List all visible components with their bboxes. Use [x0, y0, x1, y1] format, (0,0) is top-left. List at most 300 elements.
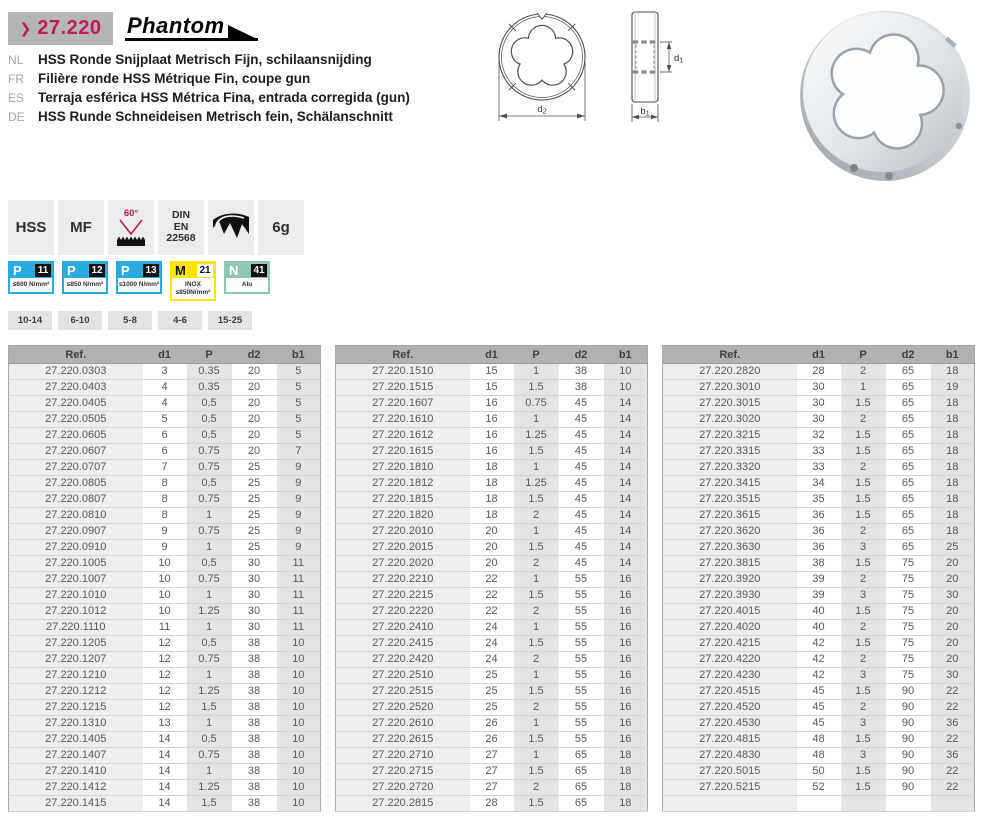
material-letter: P [67, 263, 76, 278]
table-row [9, 444, 321, 460]
spec-cell: 12 [143, 684, 187, 700]
table-row [336, 716, 648, 732]
spec-cell: 14 [143, 780, 187, 796]
table-row [663, 620, 975, 636]
ref-cell: 27.220.1310 [9, 716, 143, 732]
spec-cell: 65 [886, 412, 931, 428]
spec-cell: 14 [604, 508, 648, 524]
ref-cell: 27.220.0807 [9, 492, 143, 508]
spec-cell: 8 [143, 508, 187, 524]
spec-cell: 25 [470, 700, 514, 716]
spec-cell: 14 [143, 796, 187, 812]
spec-cell: 65 [886, 428, 931, 444]
table-row [9, 764, 321, 780]
spec-cell: 8 [143, 476, 187, 492]
table-row [336, 556, 648, 572]
table-row [9, 796, 321, 812]
spec-cell: 22 [931, 764, 975, 780]
material-number: 11 [35, 264, 51, 277]
table-row [663, 604, 975, 620]
spec-cell: 34 [797, 476, 841, 492]
spec-cell: 18 [470, 508, 514, 524]
badge-m21 [170, 261, 216, 301]
spec-cell: 14 [604, 540, 648, 556]
ref-cell: 27.220.3315 [663, 444, 797, 460]
spec-cell: 1 [514, 460, 559, 476]
spec-cell: 42 [797, 668, 841, 684]
table-row [336, 508, 648, 524]
ref-cell: 27.220.0810 [9, 508, 143, 524]
spec-cell: 0.35 [187, 380, 232, 396]
ref-cell: 27.220.4020 [663, 620, 797, 636]
spec-cell: 1.25 [187, 684, 232, 700]
spec-cell: 1 [187, 620, 232, 636]
spec-cell: 5 [277, 396, 321, 412]
spec-cell: 20 [931, 652, 975, 668]
table-row [9, 508, 321, 524]
spec-cell: 10 [277, 748, 321, 764]
spec-cell: 20 [232, 396, 277, 412]
spec-cell: 15 [470, 364, 514, 380]
spec-cell: 18 [931, 444, 975, 460]
spec-cell: 33 [797, 444, 841, 460]
spec-cell: 1 [514, 364, 559, 380]
spec-cell: 5 [277, 428, 321, 444]
ref-cell: 27.220.1205 [9, 636, 143, 652]
table-row [663, 748, 975, 764]
dimension-table-2 [335, 345, 648, 812]
section-code-badge [8, 12, 113, 45]
table-row [663, 764, 975, 780]
ref-cell: 27.220.1815 [336, 492, 470, 508]
spec-cell: 7 [277, 444, 321, 460]
spec-cell: 20 [470, 540, 514, 556]
spec-cell: 36 [797, 524, 841, 540]
spec-cell: 3 [841, 716, 886, 732]
range-badge-n41: 15-25 [208, 311, 252, 330]
ref-cell: 27.220.2710 [336, 748, 470, 764]
spec-cell: 18 [470, 492, 514, 508]
language-code: ES [8, 91, 25, 105]
spec-cell: 2 [514, 652, 559, 668]
ref-cell: 27.220.1810 [336, 460, 470, 476]
ref-cell: 27.220.3920 [663, 572, 797, 588]
spec-cell: 25 [232, 492, 277, 508]
spec-cell: 12 [143, 700, 187, 716]
table-header-row [9, 346, 321, 364]
spec-cell: 75 [886, 556, 931, 572]
table-row [336, 652, 648, 668]
table-row [9, 572, 321, 588]
spec-cell: 24 [470, 620, 514, 636]
spec-cell: 1 [187, 540, 232, 556]
ref-cell: 27.220.2720 [336, 780, 470, 796]
material-letter: P [13, 263, 22, 278]
table-row [663, 476, 975, 492]
spec-cell: 1.5 [841, 396, 886, 412]
brand-arrow-icon [228, 25, 255, 38]
spec-cell: 14 [604, 396, 648, 412]
table-row [663, 588, 975, 604]
ref-cell: 27.220.3615 [663, 508, 797, 524]
spec-cell: 0.5 [187, 412, 232, 428]
table-row [663, 524, 975, 540]
spec-cell: 45 [559, 460, 604, 476]
spec-cell: 0.75 [187, 444, 232, 460]
spec-cell: 36 [797, 508, 841, 524]
spec-cell: 1.5 [841, 732, 886, 748]
table-row [663, 684, 975, 700]
screw-dimple [885, 172, 893, 180]
ref-cell: 27.220.1207 [9, 652, 143, 668]
spec-cell: 45 [559, 556, 604, 572]
product-title-nl [8, 52, 410, 71]
spec-cell: 1.5 [187, 796, 232, 812]
spec-cell: 11 [277, 604, 321, 620]
spec-cell: 16 [470, 428, 514, 444]
spec-cell: 18 [931, 524, 975, 540]
language-code: NL [8, 53, 24, 67]
spec-cell: 2 [841, 524, 886, 540]
table-row [663, 396, 975, 412]
spec-cell: 25 [232, 524, 277, 540]
ref-cell: 27.220.3815 [663, 556, 797, 572]
spec-cell: 75 [886, 636, 931, 652]
spec-cell: 20 [931, 636, 975, 652]
spec-cell: 22 [470, 604, 514, 620]
table-row [336, 412, 648, 428]
spec-cell: 30 [797, 396, 841, 412]
spec-cell: 11 [277, 572, 321, 588]
ref-cell: 27.220.0707 [9, 460, 143, 476]
spec-cell: 20 [232, 444, 277, 460]
spec-cell: 55 [559, 684, 604, 700]
spec-cell: 20 [470, 524, 514, 540]
table-row [9, 428, 321, 444]
material-number: 21 [197, 264, 213, 277]
spec-cell: 18 [931, 460, 975, 476]
ref-cell: 27.220.1005 [9, 556, 143, 572]
table-row [663, 540, 975, 556]
table-row [663, 668, 975, 684]
phantom-logo [125, 14, 258, 41]
spec-cell: 0.75 [187, 748, 232, 764]
spec-cell: 1.5 [841, 636, 886, 652]
spec-cell: 38 [232, 780, 277, 796]
material-sub-label: ≤1000 N/mm² [118, 278, 160, 292]
ref-cell: 27.220.2020 [336, 556, 470, 572]
angle-value: 60° [123, 207, 139, 219]
spec-cell: 55 [559, 700, 604, 716]
spec-cell: 16 [604, 604, 648, 620]
column-header: b1 [604, 346, 648, 364]
badge-n41 [224, 261, 270, 294]
ref-cell: 27.220.3930 [663, 588, 797, 604]
spec-cell: 65 [886, 476, 931, 492]
ref-cell: 27.220.2820 [663, 364, 797, 380]
spec-cell: 25 [470, 668, 514, 684]
material-number: 41 [251, 264, 267, 277]
product-title-de [8, 109, 410, 128]
table-row [9, 780, 321, 796]
spec-cell: 4 [143, 396, 187, 412]
table-row [336, 668, 648, 684]
spec-cell: 1 [514, 620, 559, 636]
spec-cell: 9 [277, 524, 321, 540]
spec-cell: 48 [797, 732, 841, 748]
spec-cell: 1 [514, 572, 559, 588]
spec-cell: 38 [232, 684, 277, 700]
ref-cell: 27.220.1407 [9, 748, 143, 764]
spec-cell: 2 [841, 620, 886, 636]
table-row [9, 716, 321, 732]
spec-cell: 65 [559, 780, 604, 796]
speed-ranges-row [8, 311, 252, 330]
table-row [9, 476, 321, 492]
ref-cell: 27.220.2415 [336, 636, 470, 652]
table-row [9, 364, 321, 380]
spec-cell: 10 [604, 380, 648, 396]
mf-thread-label [58, 200, 104, 255]
spec-cell: 45 [559, 492, 604, 508]
spec-cell: 39 [797, 572, 841, 588]
table-row [336, 700, 648, 716]
material-number: 13 [143, 264, 159, 277]
spec-cell: 16 [604, 572, 648, 588]
language-code: DE [8, 110, 25, 124]
spec-cell: 36 [931, 716, 975, 732]
table-row [663, 652, 975, 668]
spec-cell: 38 [232, 700, 277, 716]
spec-cell: 25 [232, 508, 277, 524]
spec-cell: 55 [559, 588, 604, 604]
ref-cell: 27.220.1012 [9, 604, 143, 620]
ref-cell: 27.220.4220 [663, 652, 797, 668]
product-title-fr [8, 71, 410, 90]
spec-cell: 3 [841, 588, 886, 604]
spec-cell: 25 [232, 540, 277, 556]
badge-p12 [62, 261, 108, 294]
spec-cell: 20 [931, 572, 975, 588]
spec-cell: 18 [931, 412, 975, 428]
ref-cell: 27.220.1612 [336, 428, 470, 444]
spec-cell: 7 [143, 460, 187, 476]
ref-cell: 27.220.1410 [9, 764, 143, 780]
spec-cell: 90 [886, 748, 931, 764]
spec-cell: 65 [559, 764, 604, 780]
spec-cell: 18 [931, 428, 975, 444]
spec-cell: 1 [187, 588, 232, 604]
ref-cell: 27.220.5215 [663, 780, 797, 796]
spec-text-line: 22568 [166, 232, 196, 245]
table-row [663, 636, 975, 652]
spec-cell: 18 [931, 476, 975, 492]
b1-label: b1 [640, 106, 650, 118]
spec-cell: 20 [931, 556, 975, 572]
spec-cell: 45 [559, 508, 604, 524]
spec-cell: 18 [931, 508, 975, 524]
ref-cell: 27.220.3515 [663, 492, 797, 508]
material-sub-label: INOX ≤850N/mm² [172, 278, 214, 299]
spec-cell: 42 [797, 636, 841, 652]
ref-cell: 27.220.2510 [336, 668, 470, 684]
ref-cell: 27.220.2515 [336, 684, 470, 700]
dimension-tables [8, 345, 975, 812]
tolerance-6g-label [258, 200, 304, 255]
spec-cell: 10 [277, 652, 321, 668]
spec-cell: 18 [604, 764, 648, 780]
chevron-right-icon: ❯ [19, 20, 32, 36]
din-standard-label [158, 200, 204, 255]
column-header: Ref. [336, 346, 470, 364]
spec-cell: 18 [604, 796, 648, 812]
ref-cell: 27.220.2410 [336, 620, 470, 636]
spec-cell: 22 [470, 588, 514, 604]
spec-cell: 25 [470, 684, 514, 700]
spec-cell: 16 [604, 700, 648, 716]
table-row [9, 700, 321, 716]
spec-cell: 5 [143, 412, 187, 428]
spec-cell: 30 [232, 572, 277, 588]
spec-cell: 45 [559, 428, 604, 444]
spec-cell: 4 [143, 380, 187, 396]
spec-cell: 1 [514, 716, 559, 732]
hss-material-label [8, 200, 54, 255]
spec-cell: 22 [931, 684, 975, 700]
table-row [9, 492, 321, 508]
spec-cell: 1.5 [514, 380, 559, 396]
spec-cell: 45 [559, 476, 604, 492]
table-row [336, 764, 648, 780]
ref-cell: 27.220.1510 [336, 364, 470, 380]
spec-cell: 22 [931, 780, 975, 796]
table-row [9, 588, 321, 604]
spec-cell: 1.5 [841, 508, 886, 524]
table-row [336, 380, 648, 396]
spec-cell: 11 [277, 620, 321, 636]
spec-cell: 14 [604, 556, 648, 572]
table-row [663, 796, 975, 812]
ref-cell: 27.220.0805 [9, 476, 143, 492]
ref-cell: 27.220.1515 [336, 380, 470, 396]
spec-cell: 27 [470, 764, 514, 780]
ref-cell: 27.220.5015 [663, 764, 797, 780]
spec-cell: 65 [886, 492, 931, 508]
column-header: b1 [277, 346, 321, 364]
chip-glyph [211, 211, 251, 245]
spec-cell: 1.5 [514, 540, 559, 556]
spec-cell: 28 [797, 364, 841, 380]
spec-cell: 13 [143, 716, 187, 732]
spec-cell: 1.5 [841, 492, 886, 508]
spec-cell: 55 [559, 572, 604, 588]
d1-label: d1 [674, 53, 684, 65]
spec-cell: 1.5 [514, 732, 559, 748]
ref-cell: 27.220.1110 [9, 620, 143, 636]
spec-cell: 2 [514, 780, 559, 796]
spec-cell: 0.75 [187, 572, 232, 588]
spec-cell: 1.5 [514, 636, 559, 652]
spec-cell: 1 [187, 716, 232, 732]
spec-cell: 9 [277, 540, 321, 556]
table-row [336, 364, 648, 380]
spec-cell: 38 [232, 636, 277, 652]
spec-cell: 10 [143, 588, 187, 604]
spec-cell [797, 796, 841, 812]
ref-cell: 27.220.1610 [336, 412, 470, 428]
table-row [663, 492, 975, 508]
ref-cell: 27.220.1405 [9, 732, 143, 748]
ref-cell: 27.220.2220 [336, 604, 470, 620]
spec-cell: 75 [886, 588, 931, 604]
spec-cell: 30 [797, 412, 841, 428]
range-badge-p11: 10-14 [8, 311, 52, 330]
spec-cell: 10 [277, 716, 321, 732]
spec-cell: 18 [604, 780, 648, 796]
spec-cell: 16 [604, 620, 648, 636]
spec-cell: 1.25 [187, 604, 232, 620]
spec-text: 6g [272, 219, 290, 236]
spec-cell [886, 796, 931, 812]
spec-cell: 1 [187, 764, 232, 780]
spec-cell: 20 [232, 428, 277, 444]
spec-cell: 9 [277, 508, 321, 524]
spec-cell: 1.5 [841, 684, 886, 700]
spec-cell: 1 [514, 412, 559, 428]
ref-cell: 27.220.3415 [663, 476, 797, 492]
badge-header [64, 263, 106, 278]
spec-cell: 25 [232, 476, 277, 492]
spec-cell: 40 [797, 620, 841, 636]
ref-cell [663, 796, 797, 812]
spec-cell: 1.5 [514, 796, 559, 812]
spec-cell: 3 [841, 668, 886, 684]
spec-cell: 26 [470, 732, 514, 748]
clover-hole [512, 26, 572, 85]
spec-cell: 8 [143, 492, 187, 508]
spec-cell: 10 [604, 364, 648, 380]
spec-cell: 38 [232, 668, 277, 684]
spec-cell: 16 [604, 684, 648, 700]
spec-cell: 25 [232, 460, 277, 476]
spec-cell: 75 [886, 604, 931, 620]
spec-cell: 75 [886, 668, 931, 684]
spec-cell: 45 [797, 684, 841, 700]
table-row [9, 668, 321, 684]
material-letter: P [121, 263, 130, 278]
spec-cell: 0.5 [187, 556, 232, 572]
spec-cell: 1.5 [841, 764, 886, 780]
badge-header [10, 263, 52, 278]
spec-cell: 38 [232, 796, 277, 812]
spec-cell [841, 796, 886, 812]
table-row [9, 732, 321, 748]
spec-cell: 18 [470, 460, 514, 476]
table-row [336, 492, 648, 508]
column-header: P [187, 346, 232, 364]
ref-cell: 27.220.1607 [336, 396, 470, 412]
table-header-row [336, 346, 648, 364]
table-row [336, 460, 648, 476]
spec-cell: 45 [797, 716, 841, 732]
spec-cell: 2 [841, 364, 886, 380]
spec-cell: 10 [277, 636, 321, 652]
spec-cell: 55 [559, 652, 604, 668]
page-header [8, 12, 258, 45]
spec-cell: 22 [470, 572, 514, 588]
spec-cell: 0.35 [187, 364, 232, 380]
spec-cell: 2 [841, 652, 886, 668]
